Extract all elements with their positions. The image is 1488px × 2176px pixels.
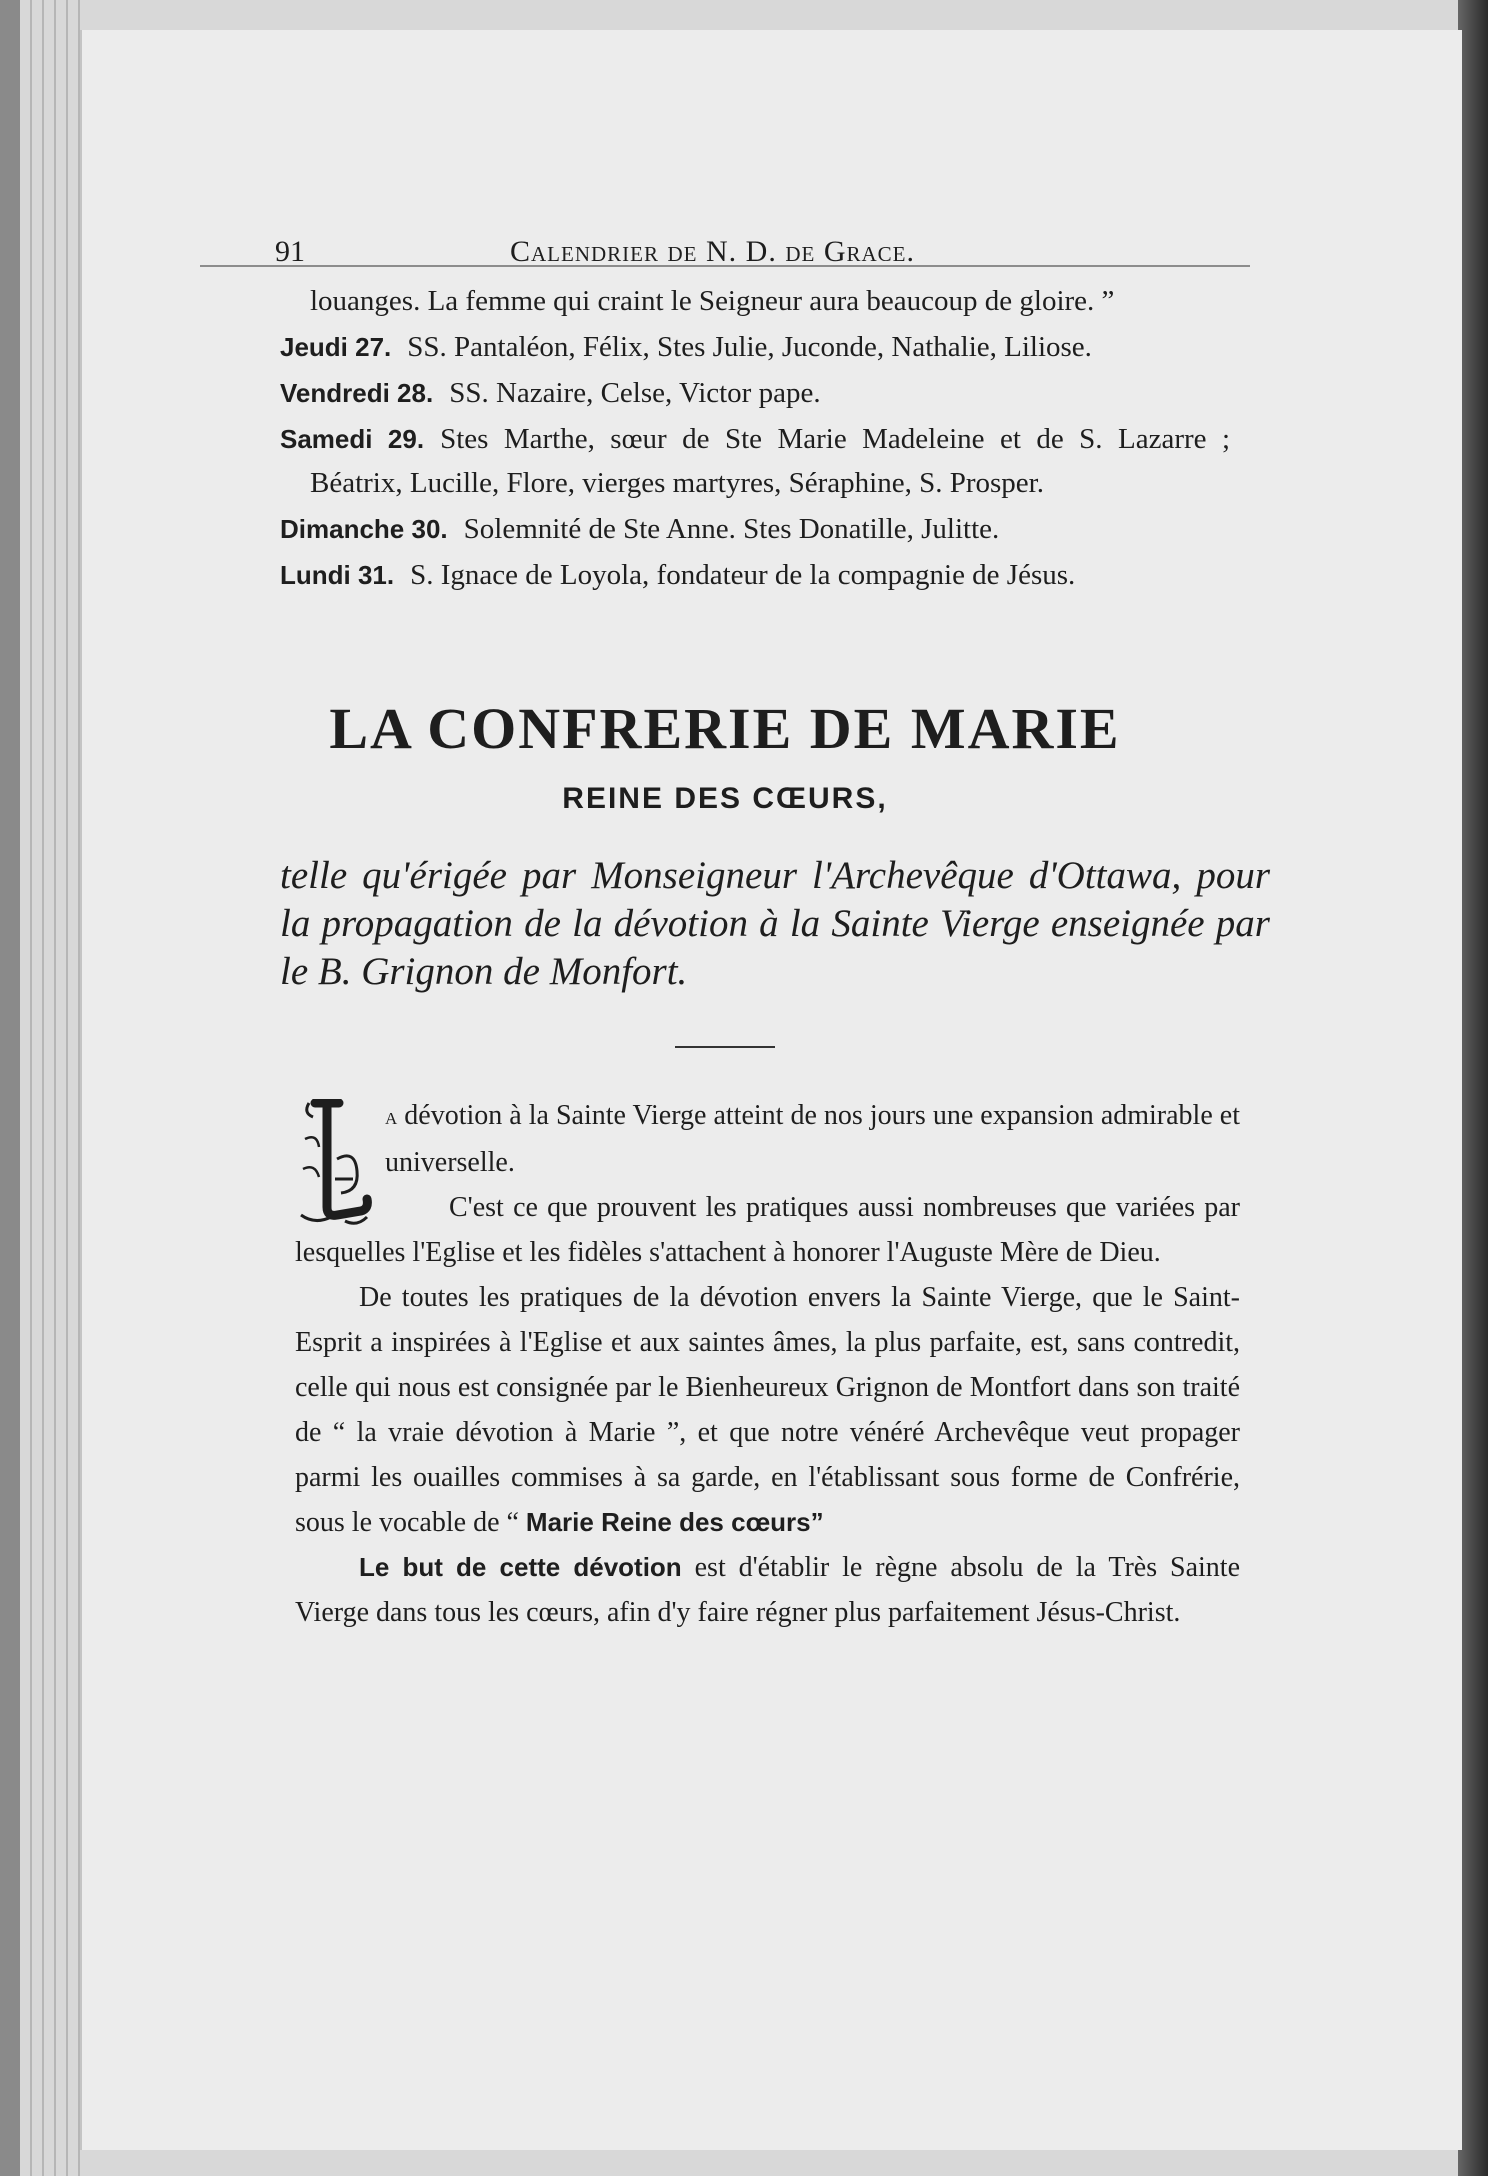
- paragraph: [295, 1275, 1240, 1545]
- dropcap-l-icon: [295, 1099, 373, 1227]
- paragraph-text: dévotion à la Sainte Vierge atteint de nos jours une expansion admirable et universelle.: [385, 1100, 1240, 1178]
- calendar-entry: [280, 279, 1230, 323]
- entry-text: louanges. La femme qui craint le Seigneur aura beaucoup de gloire. ”: [310, 285, 1115, 317]
- running-title: Calendrier de N. D. de Grace.: [510, 235, 915, 268]
- paragraph-smallcap: a: [385, 1104, 398, 1130]
- section-subtitle: REINE DES CŒURS,: [562, 782, 888, 815]
- page-edge-line: [54, 0, 56, 2176]
- entry-text: S. Ignace de Loyola, fondateur de la compagnie de Jésus.: [410, 559, 1076, 591]
- entry-text: Stes Marthe, sœur de Ste Marie Madeleine et de S. Lazarre ; Béatrix, Lucille, Flore, vierges martyres, Séraphine, S. Prosper.: [310, 423, 1231, 499]
- entry-text: SS. Nazaire, Celse, Victor pape.: [449, 377, 821, 409]
- paragraph-text: C'est ce que prouvent les pratiques aussi nombreuses que variées par lesquelles l'Eglise et les fidèles s'attachent à honorer l'Auguste Mère de Dieu.: [295, 1192, 1240, 1268]
- scan-edge-shadow: [1458, 0, 1488, 2176]
- page-number: 91: [275, 235, 305, 268]
- entry-text: Solemnité de Ste Anne. Stes Donatille, Julitte.: [463, 513, 1000, 545]
- calendar-entry: [280, 325, 1230, 369]
- calendar-entry: [280, 371, 1230, 415]
- paragraph: [295, 1093, 1240, 1185]
- section-intro: telle qu'érigée par Monseigneur l'Archevêque d'Ottawa, pour la propagation de la dévotion à la Sainte Vierge enseignée par le B. Grignon de Monfort.: [280, 854, 1270, 993]
- entry-day: Samedi 29.: [280, 424, 425, 454]
- entry-day: Dimanche 30.: [280, 514, 448, 544]
- page-content: [200, 225, 1270, 1635]
- page-edge-line: [42, 0, 44, 2176]
- page-edge-line: [66, 0, 68, 2176]
- calendar-entry: [280, 417, 1230, 505]
- body-text: [295, 1093, 1240, 1635]
- paragraph-bold: Marie Reine des cœurs”: [525, 1507, 824, 1537]
- section-title: LA CONFRERIE DE MARIE: [329, 696, 1121, 761]
- entry-day: Lundi 31.: [280, 560, 395, 590]
- paragraph: [295, 1545, 1240, 1635]
- paragraph-bold: Le but de cette dévotion: [359, 1552, 682, 1582]
- calendar-entry: [280, 553, 1230, 597]
- paragraph-text: De toutes les pratiques de la dévotion envers la Sainte Vierge, que le Saint-Esprit a inspirées à l'Eglise et aux saintes âmes, la plus parfaite, est, sans contredit, celle qui nous est consignée par le Bienheureux Grignon de Montfort dans son traité de “ la vraie dévotion à Marie ”, et que notre vénéré Archevêque veut propager parmi les ouailles commises à sa garde, en l'établissant sous forme de Confrérie, sous le vocable de “: [295, 1282, 1240, 1538]
- page-edge-line: [30, 0, 32, 2176]
- entry-day: Jeudi 27.: [280, 332, 392, 362]
- calendar-entries: [280, 279, 1230, 597]
- paragraph: [295, 1185, 1240, 1275]
- entry-day: Vendredi 28.: [280, 378, 434, 408]
- running-head: [200, 225, 1250, 267]
- section-divider: [675, 1046, 775, 1048]
- paragraph-text: est d'établir le règne absolu de la Très Sainte Vierge dans tous les cœurs, afin d'y faire régner plus parfaitement Jésus-Christ.: [295, 1552, 1240, 1628]
- calendar-entry: [280, 507, 1230, 551]
- entry-text: SS. Pantaléon, Félix, Stes Julie, Juconde, Nathalie, Liliose.: [407, 331, 1092, 363]
